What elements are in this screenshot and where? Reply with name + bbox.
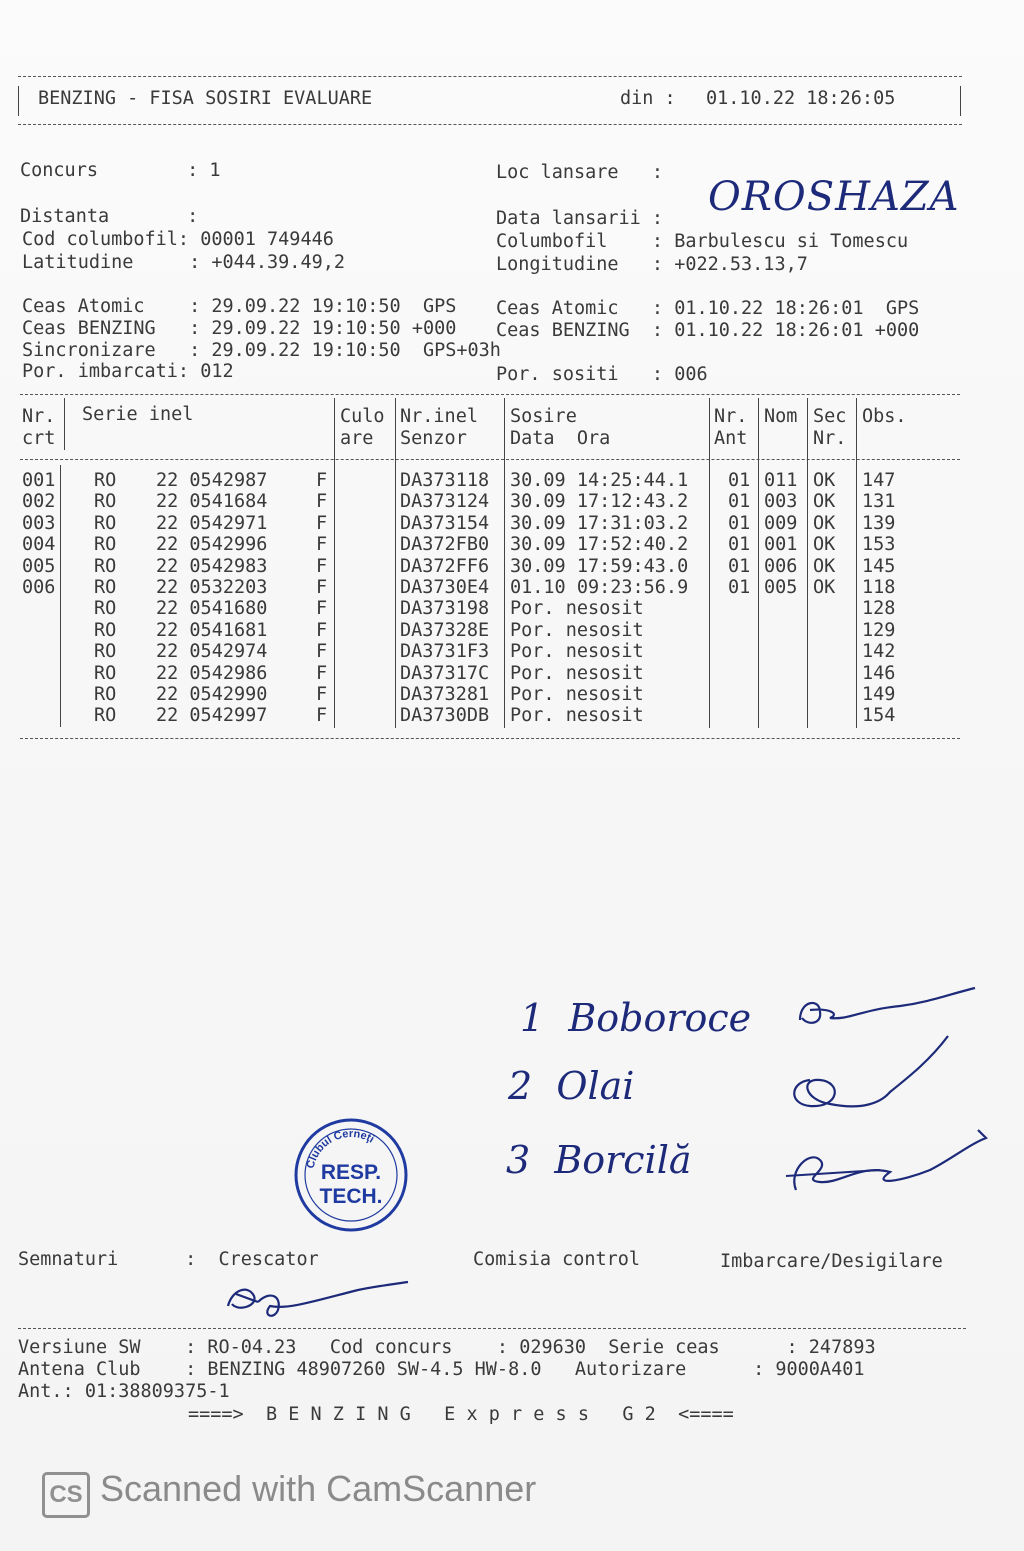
cell-sex: F <box>316 662 328 684</box>
commission-member-3: 3 Borcilă <box>506 1138 692 1182</box>
stamp-line-2: TECH. <box>319 1185 383 1208</box>
cell-sec: OK <box>813 534 836 556</box>
cell-senzor: DA37317C <box>400 662 490 684</box>
footer-line-2: Antena Club : BENZING 48907260 SW-4.5 HW-8.0 Autorizare : 9000A401 <box>18 1359 865 1380</box>
cell-ant: 01 <box>728 491 751 513</box>
cell-senzor: DA3730E4 <box>400 577 490 598</box>
report-title: BENZING - FISA SOSIRI EVALUARE <box>38 88 373 109</box>
footer-line-1: Versiune SW : RO-04.23 Cod concurs : 029630 Serie ceas : 247893 <box>18 1337 876 1358</box>
footer-top-border <box>18 1328 966 1329</box>
cell-obs: 128 <box>862 598 896 620</box>
col-sep-obs <box>856 398 857 728</box>
cell-ant: 01 <box>728 534 751 556</box>
stamp-arc-text: Clubul Cerneţi <box>304 1128 377 1170</box>
signature-drawing-3 <box>780 1120 1000 1200</box>
cell-sosire: 30.09 14:25:44.1 <box>510 470 689 491</box>
cell-tara: RO <box>94 491 117 513</box>
col-sep-senzor <box>395 398 396 728</box>
breeder-signature <box>218 1276 418 1326</box>
cell-tara: RO <box>94 555 117 577</box>
header-nom: Nom <box>764 406 798 427</box>
footer-line-4: ====> B E N Z I N G E x p r e s s G 2 <==== <box>188 1404 734 1425</box>
col-sep-nr <box>64 398 65 450</box>
cell-serie: 22 0541681 <box>156 619 268 641</box>
cell-senzor: DA3731F3 <box>400 641 490 663</box>
ceas-benzing-left: Ceas BENZING : 29.09.22 19:10:50 +000 <box>22 318 457 339</box>
cell-tara: RO <box>94 598 117 620</box>
cell-sex: F <box>316 512 328 534</box>
loc-lansare-field: Loc lansare : <box>496 162 664 183</box>
cell-nom: 003 <box>764 491 798 513</box>
cell-senzor: DA373118 <box>400 470 490 491</box>
cell-sosire: Por. nesosit <box>510 598 644 620</box>
report-date-value: 01.10.22 18:26:05 <box>706 88 896 109</box>
cell-sosire: 30.09 17:31:03.2 <box>510 512 689 534</box>
cell-sosire: Por. nesosit <box>510 684 644 705</box>
camscanner-logo-icon: CS <box>42 1472 90 1518</box>
header-nr: Nr. <box>22 406 56 427</box>
cell-serie: 22 0542996 <box>156 534 268 556</box>
distanta-field: Distanta : <box>20 206 199 227</box>
cell-obs: 146 <box>862 662 896 684</box>
header-culoare-1: Culo <box>340 406 385 427</box>
ceas-benzing-right: Ceas BENZING : 01.10.22 18:26:01 +000 <box>496 320 920 341</box>
cell-sec: OK <box>813 555 836 577</box>
cell-sosire: Por. nesosit <box>510 619 644 641</box>
ceas-atomic-left: Ceas Atomic : 29.09.22 19:10:50 GPS <box>22 296 457 317</box>
col-sep-nom <box>758 398 759 728</box>
cell-obs: 149 <box>862 684 896 705</box>
cell-sex: F <box>316 705 328 727</box>
table-bottom-border <box>20 738 960 739</box>
cell-ant: 01 <box>728 577 751 598</box>
concurs-field: Concurs : 1 <box>20 160 221 181</box>
cell-senzor: DA372FF6 <box>400 555 490 577</box>
commission-member-2: 2 Olai <box>508 1064 635 1108</box>
cell-sosire: 30.09 17:52:40.2 <box>510 534 689 556</box>
cell-sex: F <box>316 534 328 556</box>
cell-sosire: Por. nesosit <box>510 641 644 663</box>
header-obs: Obs. <box>862 406 907 427</box>
cell-tara: RO <box>94 705 117 727</box>
footer-line-3: Ant.: 01:38809375-1 <box>18 1381 230 1402</box>
cell-nom: 011 <box>764 470 798 491</box>
signatures-label: Semnaturi : Crescator <box>18 1249 319 1270</box>
cell-nom: 001 <box>764 534 798 556</box>
cell-obs: 142 <box>862 641 896 663</box>
cell-senzor: DA37328E <box>400 619 490 641</box>
col-sep-ant <box>709 398 710 728</box>
header-right-border <box>960 86 961 116</box>
cell-sosire: Por. nesosit <box>510 705 644 727</box>
cell-nom: 009 <box>764 512 798 534</box>
cell-senzor: DA373124 <box>400 491 490 513</box>
cell-senzor: DA373281 <box>400 684 490 705</box>
cell-nr: 005 <box>22 555 56 577</box>
cell-sex: F <box>316 619 328 641</box>
cell-senzor: DA373154 <box>400 512 490 534</box>
header-top-border <box>18 76 962 77</box>
cell-sex: F <box>316 598 328 620</box>
cell-serie: 22 0541680 <box>156 598 268 620</box>
cell-tara: RO <box>94 662 117 684</box>
cell-sosire: 30.09 17:12:43.2 <box>510 491 689 513</box>
table-header-bottom-border <box>20 459 960 460</box>
cell-sex: F <box>316 555 328 577</box>
watermark-text: Scanned with CamScanner <box>100 1468 537 1509</box>
cell-sec: OK <box>813 512 836 534</box>
cell-tara: RO <box>94 470 117 491</box>
ceas-atomic-right: Ceas Atomic : 01.10.22 18:26:01 GPS <box>496 298 920 319</box>
cell-tara: RO <box>94 577 117 598</box>
cell-sosire: 30.09 17:59:43.0 <box>510 555 689 577</box>
cell-obs: 118 <box>862 577 896 598</box>
cell-serie: 22 0532203 <box>156 577 268 598</box>
header-data-ora: Data Ora <box>510 428 611 449</box>
cell-serie: 22 0542974 <box>156 641 268 663</box>
cell-serie: 22 0542986 <box>156 662 268 684</box>
cell-tara: RO <box>94 534 117 556</box>
cell-sosire: Por. nesosit <box>510 662 644 684</box>
porumbei-sositi-field: Por. sositi : 006 <box>496 364 708 385</box>
col-sep-sosire <box>504 398 505 728</box>
header-ant: Ant <box>714 428 748 449</box>
cell-nr: 003 <box>22 512 56 534</box>
sincronizare-field: Sincronizare : 29.09.22 19:10:50 GPS+03h <box>22 340 501 361</box>
header-crt: crt <box>22 428 56 449</box>
header-senzor: Senzor <box>400 428 467 449</box>
cell-nr: 001 <box>22 470 56 491</box>
cell-nr: 004 <box>22 534 56 556</box>
cell-ant: 01 <box>728 470 751 491</box>
header-nr-ant: Nr. <box>714 406 748 427</box>
camscanner-watermark <box>100 1468 536 1510</box>
cell-sec: OK <box>813 470 836 491</box>
loc-lansare-handwritten: OROSHAZA <box>708 174 960 220</box>
header-left-border <box>18 86 19 116</box>
signature-drawing-2 <box>780 1030 960 1120</box>
signatures-comisia: Comisia control <box>473 1249 641 1270</box>
stamp-line-1: RESP. <box>320 1161 382 1184</box>
cell-sex: F <box>316 641 328 663</box>
cell-tara: RO <box>94 512 117 534</box>
cell-obs: 145 <box>862 555 896 577</box>
cell-serie: 22 0542987 <box>156 470 268 491</box>
cell-nr: 006 <box>22 577 56 598</box>
columbofil-field: Columbofil : Barbulescu si Tomescu <box>496 231 909 252</box>
cell-obs: 131 <box>862 491 896 513</box>
cell-senzor: DA373198 <box>400 598 490 620</box>
cell-obs: 153 <box>862 534 896 556</box>
cell-serie: 22 0541684 <box>156 491 268 513</box>
cell-nom: 006 <box>764 555 798 577</box>
cell-serie: 22 0542983 <box>156 555 268 577</box>
cell-sec: OK <box>813 577 836 598</box>
cell-ant: 01 <box>728 555 751 577</box>
club-stamp <box>293 1117 409 1233</box>
col-sep-sec <box>807 398 808 728</box>
cell-tara: RO <box>94 619 117 641</box>
cell-obs: 147 <box>862 470 896 491</box>
cell-senzor: DA3730DB <box>400 705 490 727</box>
cell-sex: F <box>316 684 328 705</box>
header-sec: Sec <box>813 406 847 427</box>
cell-nr: 002 <box>22 491 56 513</box>
table-top-border <box>20 394 960 395</box>
header-sosire: Sosire <box>510 406 577 427</box>
header-culoare-2: are <box>340 428 374 449</box>
header-serie-inel: Serie inel <box>82 404 194 425</box>
header-sec-nr: Nr. <box>813 428 847 449</box>
data-lansarii-field: Data lansarii : <box>496 208 664 229</box>
longitudine-field: Longitudine : +022.53.13,7 <box>496 254 808 275</box>
latitudine-field: Latitudine : +044.39.49,2 <box>22 252 346 273</box>
cell-ant: 01 <box>728 512 751 534</box>
col-sep-nr-body <box>60 465 61 727</box>
cell-obs: 154 <box>862 705 896 727</box>
cell-tara: RO <box>94 684 117 705</box>
cod-columbofil-field: Cod columbofil: 00001 749446 <box>22 229 334 250</box>
signatures-imbarcare: Imbarcare/Desigilare <box>720 1251 943 1272</box>
cell-sosire: 01.10 09:23:56.9 <box>510 577 689 598</box>
col-sep-culoare <box>334 398 335 728</box>
cell-senzor: DA372FB0 <box>400 534 490 556</box>
report-date-label: din : <box>620 88 676 109</box>
header-nr-inel: Nr.inel <box>400 406 478 427</box>
header-bottom-border <box>18 124 962 125</box>
cell-sec: OK <box>813 491 836 513</box>
cell-sex: F <box>316 577 328 598</box>
cell-obs: 139 <box>862 512 896 534</box>
porumbei-imbarcati-field: Por. imbarcati: 012 <box>22 361 234 382</box>
cell-serie: 22 0542971 <box>156 512 268 534</box>
cell-sex: F <box>316 491 328 513</box>
commission-member-1: 1 Boboroce <box>520 996 752 1040</box>
cell-obs: 129 <box>862 619 896 641</box>
cell-serie: 22 0542997 <box>156 705 268 727</box>
cell-nom: 005 <box>764 577 798 598</box>
cell-sex: F <box>316 470 328 491</box>
cell-serie: 22 0542990 <box>156 684 268 705</box>
cell-tara: RO <box>94 641 117 663</box>
